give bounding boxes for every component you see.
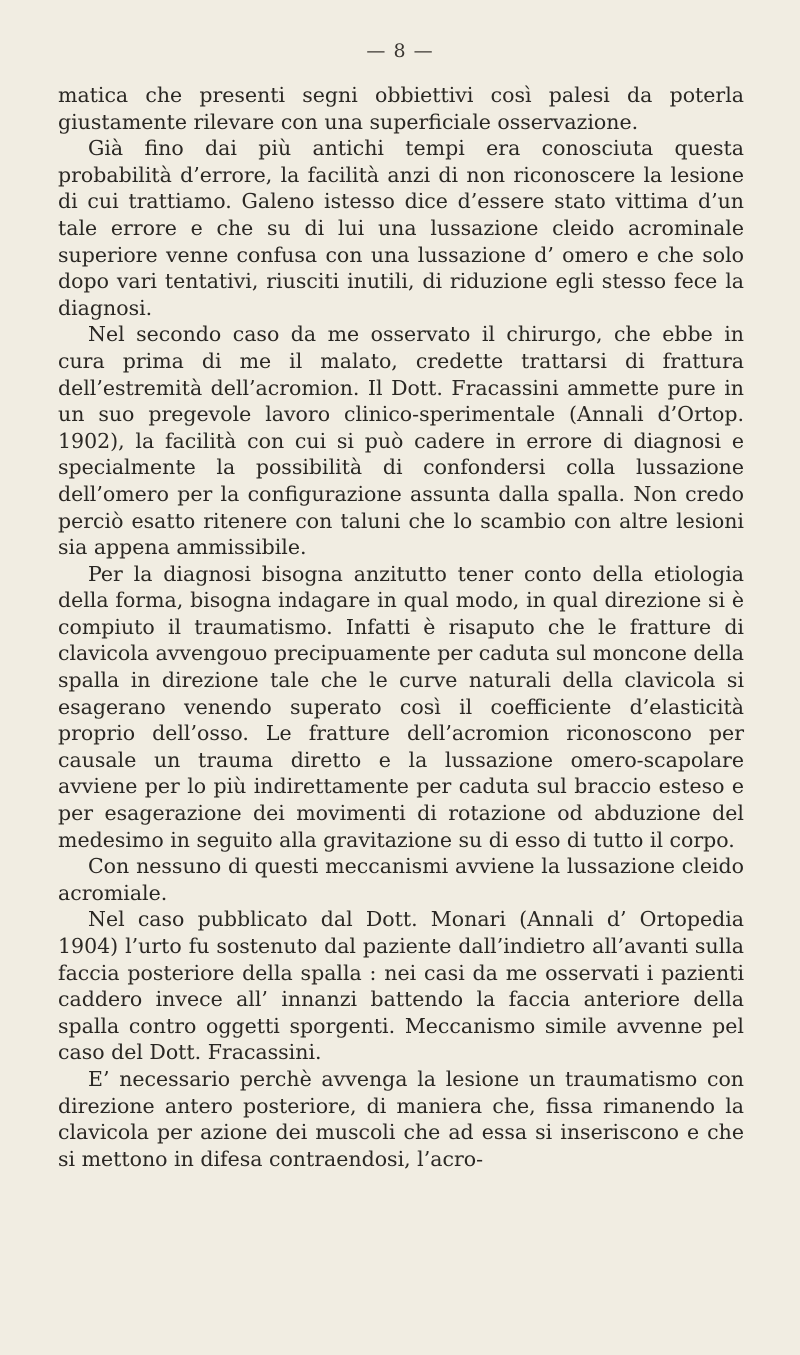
body-text xyxy=(58,82,744,1172)
paragraph-galeno: Già fino dai più antichi tempi era conosciuta questa probabilità d’errore, la facilità anzi di non riconoscere la lesione di cui trattiamo. Galeno istesso dice d’essere stato vittima d’un tale errore e che su di lui una lussazione cleido acrominale superiore venne confusa con una lussazione d’ omero e che solo dopo vari tentativi, riusciti inutili, di riduzione egli stesso fece la diagnosi. xyxy=(58,136,744,320)
page-number: — 8 — xyxy=(366,40,434,62)
paragraph-continuation: matica che presenti segni obbiettivi così palesi da poterla giustamente rilevare con una superficiale osservazione. xyxy=(58,83,744,134)
paragraph-monari: Nel caso pubblicato dal Dott. Monari (Annali d’ Ortopedia 1904) l’urto fu sostenuto dal paziente dall’indietro all’avanti sulla faccia posteriore della spalla : nei casi da me osservati i pazienti caddero invece all’ innanzi battendo la faccia anteriore della spalla contro oggetti sporgenti. Meccanismo simile avvenne pel caso del Dott. Fracassini. xyxy=(58,907,744,1065)
paragraph-secondo-caso: Nel secondo caso da me osservato il chirurgo, che ebbe in cura prima di me il malato, credette trattarsi di frattura dell’estremità dell’acromion. Il Dott. Fracassini ammette pure in un suo pregevole lavoro clinico-sperimentale (Annali d’Ortop. 1902), la facilità con cui si può cadere in errore di diagnosi e specialmente la possibilità di confondersi colla lussazione dell’omero per la configurazione assunta dalla spalla. Non credo perciò esatto ritenere con taluni che lo scambio con altre lesioni sia appena ammissibile. xyxy=(58,322,744,560)
paragraph-diagnosi: Per la diagnosi bisogna anzitutto tener conto della etiologia della forma, bisogna indagare in qual modo, in qual direzione si è compiuto il traumatismo. Infatti è risaputo che le fratture di clavicola avvengouo precipuamente per caduta sul moncone della spalla in direzione tale che le curve naturali della clavicola si esagerano venendo superato così il coefficiente d’elasticità proprio dell’osso. Le fratture dell’acromion riconoscono per causale un trauma diretto e la lussazione omero-scapolare avviene per lo più indirettamente per caduta sul braccio esteso e per esagerazione dei movimenti di rotazione od abduzione del medesimo in seguito alla gravitazione su di esso di tutto il corpo. xyxy=(58,561,744,852)
paragraph-traumatismo: E’ necessario perchè avvenga la lesione un traumatismo con direzione antero posteriore, di maniera che, fissa rimanendo la clavicola per azione dei muscoli che ad essa si inseriscono e che si mettono in difesa contraendosi, l’acro- xyxy=(58,1066,744,1171)
paragraph-meccanismi: Con nessuno di questi meccanismi avviene la lussazione cleido acromiale. xyxy=(58,854,744,905)
